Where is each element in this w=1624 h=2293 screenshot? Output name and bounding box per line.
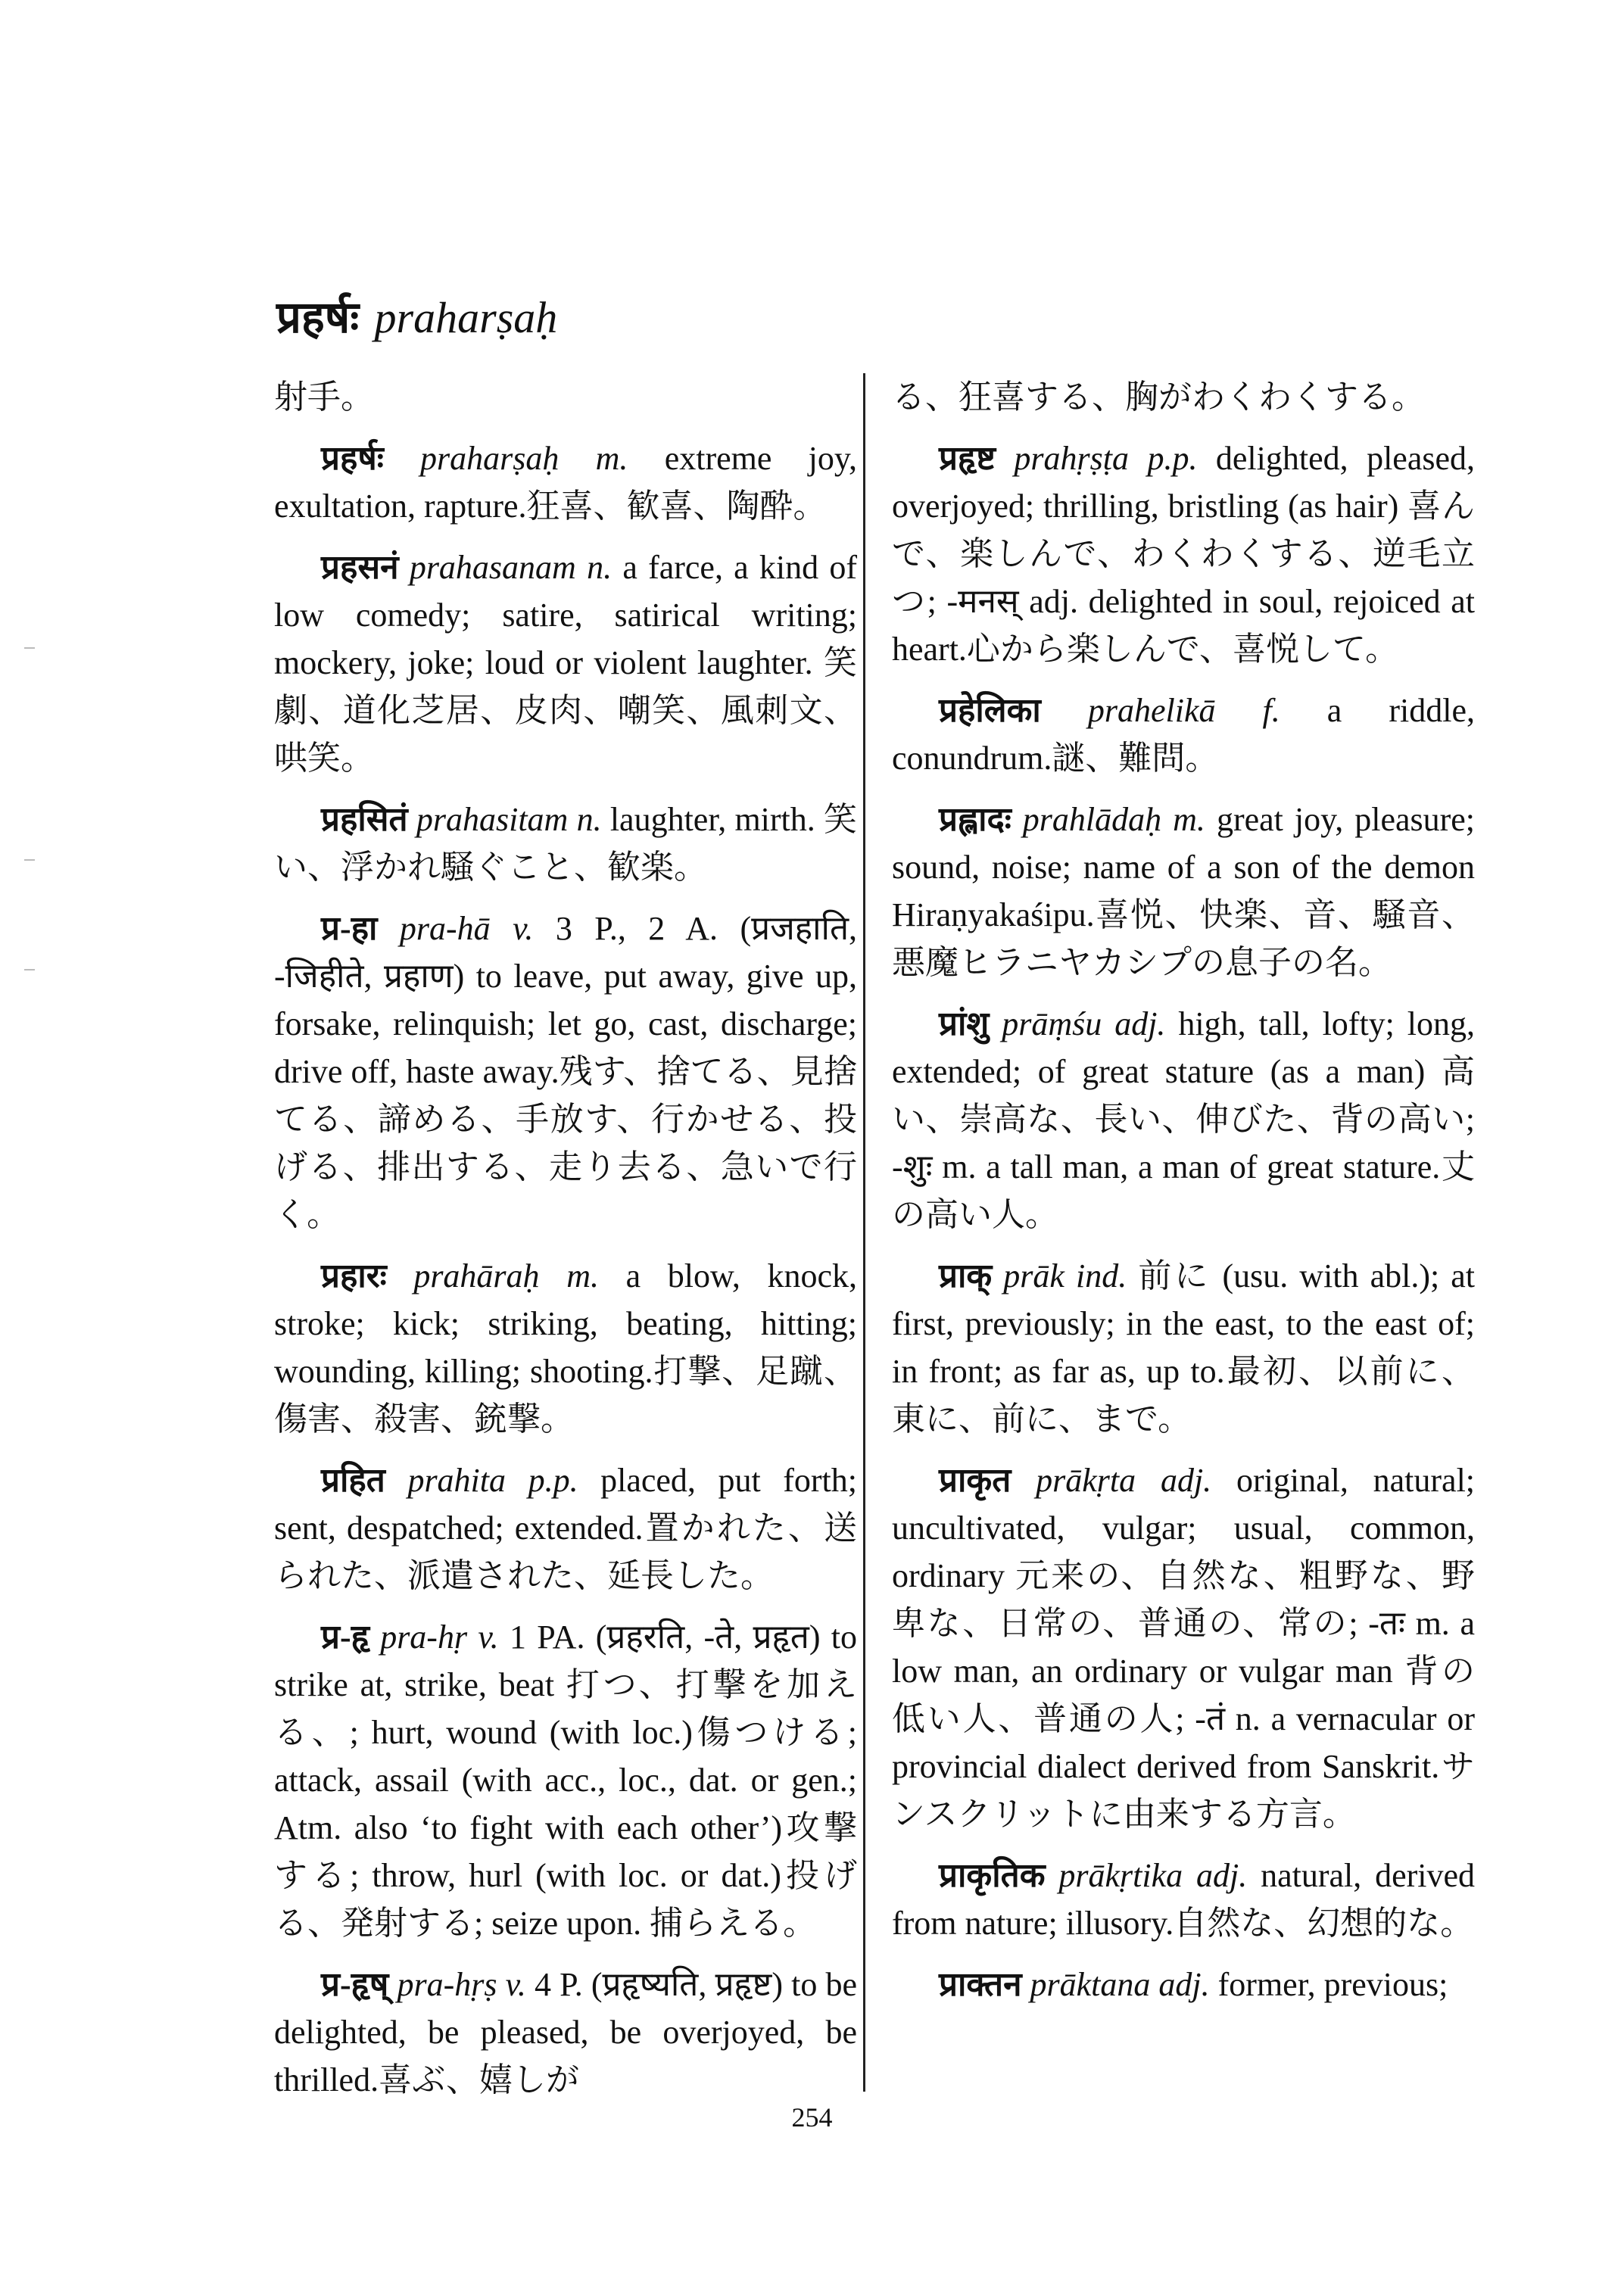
headword: प्र-हा [321, 910, 378, 947]
definition: 3 P., 2 A. (प्रजहाति, -जिहीते, प्रहाण) to leave, put away, give up, forsake, relinquish; let go, cast, discharge; drive off, haste away.残す、捨てる、見捨てる、諦める、手放す、行かせる、投げる、排出する、走り去る、急いで行く。 [274, 910, 858, 1233]
entry-continuation: る、狂喜する、胸がわくわくする。 [892, 379, 1425, 416]
dictionary-entry [274, 1613, 857, 1947]
margin-mark [24, 647, 35, 649]
dictionary-entry [892, 687, 1475, 782]
definition: delighted, pleased, overjoyed; thrilling, bristling (as hair) 喜んで、楽しんで、わくわくする、逆毛立つ; -मनस् adj. delighted in soul, rejoiced at heart.心から楽しんで、喜悦して。 [892, 440, 1476, 668]
transliteration: prahasitam [416, 801, 569, 838]
grammar-label: n. [587, 549, 613, 586]
definition: great joy, pleasure; sound, noise; name of a son of the demon Hiraṇyakaśipu.喜悦、快楽、音、騒音、悪魔ヒラニヤカシプの息子の名。 [892, 801, 1476, 981]
grammar-label: v. [513, 910, 534, 947]
dictionary-entry [274, 435, 857, 530]
grammar-label: ind. [1076, 1257, 1127, 1294]
column-divider [863, 373, 865, 2092]
right-column [892, 373, 1475, 2022]
transliteration: prākṛtika [1058, 1857, 1183, 1894]
dictionary-entry [274, 544, 857, 782]
headword: प्रहर्षः [321, 440, 384, 477]
dictionary-entry [274, 905, 857, 1238]
margin-mark [24, 969, 35, 970]
grammar-label: m. [595, 440, 628, 477]
definition: original, natural; uncultivated, vulgar; usual, common, ordinary 元来の、自然な、粗野な、野卑な、日常の、普通の、常の; -तः m. a low man, an ordinary or vulgar man 背の低い人、普通の人; -तं n. a vernacular or provincial dialect derived from Sanskrit.サンスクリットに由来する方言。 [892, 1462, 1476, 1833]
headword: प्र-हृष् [321, 1966, 389, 2003]
margin-mark [24, 859, 35, 861]
transliteration: prahlādaḥ [1022, 801, 1162, 838]
grammar-label: m. [566, 1257, 599, 1294]
grammar-label: m. [1173, 801, 1205, 838]
headword: प्रहित [321, 1462, 385, 1499]
definition: natural, derived from nature; illusory.自然な、幻想的な。 [892, 1857, 1476, 1942]
definition: 1 PA. (प्रहरति, -ते, प्रहृत) to strike at, strike, beat 打つ、打撃を加える、; hurt, wound (with loc.)傷つける; attack, assail (with acc., loc., dat. or gen.; Atm. also ‘to fight with each other’)攻撃する; throw, hurl (with loc. or dat.)投げる、発射する; seize upon. 捕らえる。 [274, 1618, 858, 1942]
transliteration: prahasanam [409, 549, 576, 586]
dictionary-entry [274, 373, 857, 421]
definition: high, tall, lofty; long, extended; of great stature (as a man) 高い、崇高な、長い、伸びた、背の高い; -शुः m. a tall man, a man of great stature.丈の高い人。 [892, 1005, 1476, 1233]
definition: placed, put forth; sent, despatched; extended.置かれた、送られた、派遣された、延長した。 [274, 1462, 857, 1594]
header-roman: praharṣaḥ [374, 293, 558, 342]
dictionary-entry [274, 1456, 857, 1600]
header-devanagari: प्रहर्षः [276, 293, 360, 342]
headword: प्राक् [939, 1257, 993, 1294]
dictionary-entry [274, 796, 857, 891]
definition: extreme joy, exultation, rapture.狂喜、歓喜、陶酔。 [274, 440, 858, 525]
transliteration: prāk [1003, 1257, 1064, 1294]
headword: प्रहारः [321, 1257, 387, 1294]
page-number: 254 [791, 2102, 833, 2133]
headword: प्रहेलिका [939, 692, 1041, 729]
definition: a riddle, conundrum.謎、難問。 [892, 692, 1475, 777]
transliteration: prahita [407, 1462, 507, 1499]
grammar-label: n. [576, 801, 602, 838]
transliteration: prahāraḥ [413, 1257, 540, 1294]
transliteration: prākṛta [1036, 1462, 1136, 1499]
grammar-label: p.p. [1147, 440, 1198, 477]
transliteration: pra-hā [399, 910, 491, 947]
grammar-label: adj. [1160, 1462, 1212, 1499]
transliteration: prāktana [1030, 1966, 1151, 2003]
grammar-label: v. [478, 1618, 499, 1656]
left-column [274, 373, 857, 2117]
transliteration: prahelikā [1087, 692, 1216, 729]
grammar-label: adj. [1114, 1005, 1166, 1042]
running-header [276, 291, 557, 344]
grammar-label: adj. [1158, 1966, 1210, 2003]
headword: प्रहसितं [321, 801, 408, 838]
dictionary-entry [892, 1961, 1475, 2008]
dictionary-entry [892, 1456, 1475, 1838]
definition: 前に (usu. with abl.); at first, previously; in the east, to the east of; in front; as far as, up to.最初、以前に、東に、前に、まで。 [892, 1257, 1476, 1438]
transliteration: pra-hṛ [380, 1618, 468, 1656]
dictionary-entry [892, 373, 1475, 421]
dictionary-entry [892, 1252, 1475, 1443]
dictionary-entry [892, 796, 1475, 986]
grammar-label: v. [505, 1966, 526, 2003]
entry-continuation: 射手。 [274, 379, 374, 416]
dictionary-entry [892, 435, 1475, 673]
definition: a farce, a kind of low comedy; satire, satirical writing; mockery, joke; loud or violent laughter. 笑劇、道化芝居、皮肉、嘲笑、風刺文、哄笑。 [274, 549, 858, 777]
transliteration: praharṣaḥ [420, 440, 560, 477]
grammar-label: p.p. [528, 1462, 578, 1499]
dictionary-entry [274, 1252, 857, 1443]
transliteration: prāṃśu [1002, 1005, 1102, 1042]
headword: प्रहृष्ट [939, 440, 996, 477]
dictionary-entry [892, 1000, 1475, 1238]
definition: a blow, knock, stroke; kick; striking, beating, hitting; wounding, killing; shooting.打撃、足蹴、傷害、殺害、銃撃。 [274, 1257, 858, 1438]
headword: प्राकृत [939, 1462, 1011, 1499]
dictionary-entry [892, 1852, 1475, 1947]
headword: प्रह्लादः [939, 801, 1011, 838]
grammar-label: adj. [1195, 1857, 1248, 1894]
transliteration: pra-hṛṣ [397, 1966, 497, 2003]
grammar-label: f. [1262, 692, 1280, 729]
definition: laughter, mirth. 笑い、浮かれ騒ぐこと、歓楽。 [274, 801, 857, 886]
headword: प्राक्तन [939, 1966, 1022, 2003]
headword: प्राकृतिक [939, 1857, 1046, 1894]
definition: former, previous; [1217, 1966, 1448, 2003]
headword: प्रांशु [939, 1005, 990, 1042]
dictionary-entry [274, 1961, 857, 2104]
headword: प्रहसनं [321, 549, 399, 586]
headword: प्र-हृ [321, 1618, 369, 1656]
definition: 4 P. (प्रहृष्यति, प्रहृष्ट) to be delighted, be pleased, be overjoyed, be thrilled.喜ぶ、嬉しが [274, 1966, 858, 2098]
transliteration: prahṛṣṭa [1014, 440, 1129, 477]
